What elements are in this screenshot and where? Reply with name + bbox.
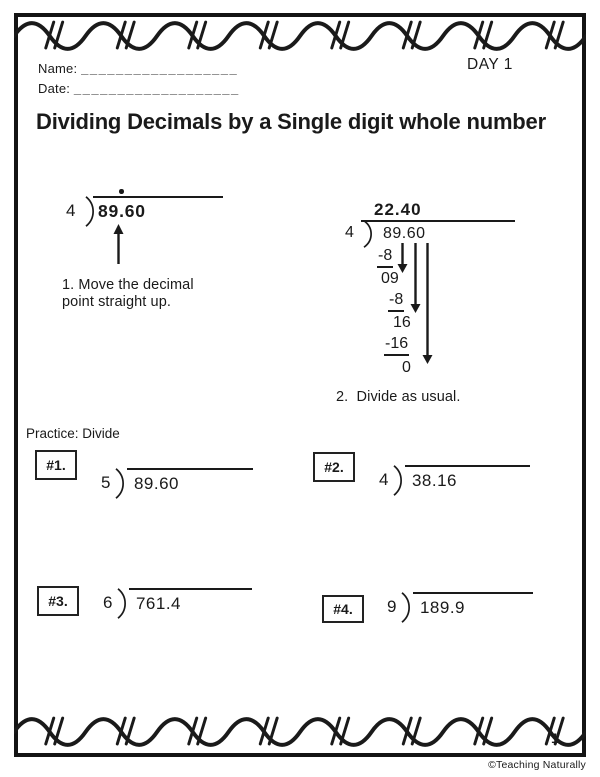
work-step: 0 xyxy=(402,359,411,376)
division-bracket-icon xyxy=(362,220,375,248)
example1-dividend: 89.60 xyxy=(98,201,146,221)
name-label: Name: xyxy=(38,61,78,76)
work-step: 16 xyxy=(393,314,411,331)
name-row xyxy=(38,61,238,76)
date-label: Date: xyxy=(38,81,71,96)
barbed-wire-border-top-icon xyxy=(14,14,586,58)
example1-caption xyxy=(62,277,194,311)
division-bracket-icon xyxy=(116,588,129,619)
problem-number-badge: #3. xyxy=(37,586,79,616)
practice-problem-1 xyxy=(101,468,253,499)
example1-vinculum xyxy=(93,196,223,198)
moved-decimal-point-icon xyxy=(119,189,124,194)
bring-down-arrow-icon xyxy=(396,243,409,273)
problem2-divisor: 4 xyxy=(379,470,389,489)
example2-quotient: 22.40 xyxy=(374,200,422,219)
example1-caption-line2: point straight up. xyxy=(62,294,172,310)
page-number: 1 xyxy=(551,730,559,746)
work-step: -16 xyxy=(384,336,409,356)
example1-caption-line1: 1. Move the decimal xyxy=(62,277,194,293)
problem3-dividend: 761.4 xyxy=(129,588,252,614)
problem4-dividend: 189.9 xyxy=(413,592,533,618)
practice-problem-2 xyxy=(379,465,530,496)
example2-caption: 2. Divide as usual. xyxy=(336,389,461,405)
date-row xyxy=(38,81,240,96)
practice-problem-4 xyxy=(387,592,533,623)
work-step: -8 xyxy=(388,292,404,312)
problem2-dividend: 38.16 xyxy=(405,465,530,491)
problem4-divisor: 9 xyxy=(387,597,397,616)
example2-dividend: 89.60 xyxy=(383,225,426,242)
practice-problem-3 xyxy=(103,588,252,619)
example1-divisor: 4 xyxy=(66,201,76,220)
name-blank-line: __________________ xyxy=(81,61,239,76)
worksheet-title: Dividing Decimals by a Single digit whole number xyxy=(36,109,546,134)
example2-vinculum xyxy=(361,220,515,222)
division-bracket-icon xyxy=(392,465,405,496)
division-bracket-icon xyxy=(114,468,127,499)
credit: ©Teaching Naturally xyxy=(488,759,586,771)
bring-down-arrow-icon xyxy=(421,243,434,364)
problem-number-badge: #4. xyxy=(322,595,364,623)
work-step: -8 xyxy=(377,248,393,268)
barbed-wire-border-bottom-icon xyxy=(14,710,586,754)
division-bracket-icon xyxy=(84,196,97,227)
day-label: DAY 1 xyxy=(467,56,513,73)
work-step: 09 xyxy=(381,270,399,287)
date-blank-line: ___________________ xyxy=(73,81,240,96)
practice-section-label: Practice: Divide xyxy=(26,426,120,441)
problem-number-badge: #1. xyxy=(35,450,77,480)
problem1-divisor: 5 xyxy=(101,473,111,492)
division-bracket-icon xyxy=(400,592,413,623)
problem1-dividend: 89.60 xyxy=(127,468,253,494)
problem3-divisor: 6 xyxy=(103,593,113,612)
problem-number-badge: #2. xyxy=(313,452,355,482)
example2-divisor: 4 xyxy=(345,224,354,241)
up-arrow-icon xyxy=(112,224,125,264)
